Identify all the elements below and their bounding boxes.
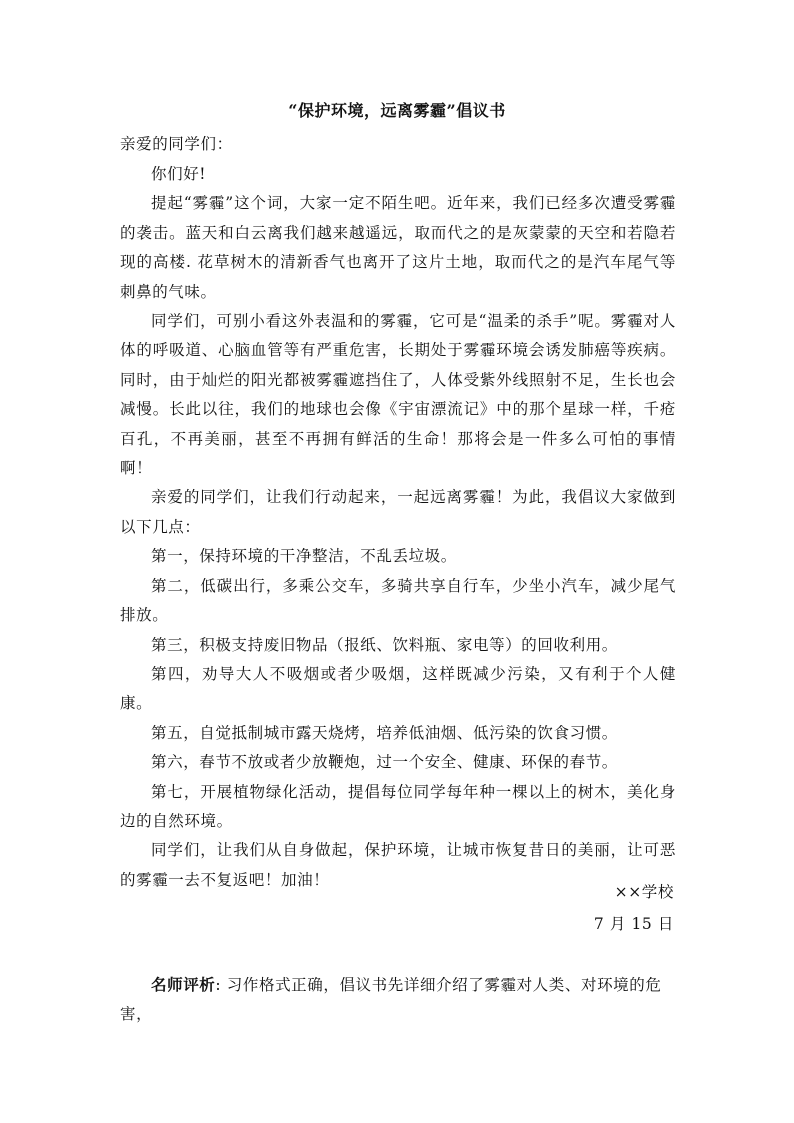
proposal-item: 第六，春节不放或者少放鞭炮，过一个安全、健康、环保的春节。 (151, 753, 618, 772)
paragraph: 提起“雾霾”这个词，大家一定不陌生吧。近年来，我们已经多次遭受雾霾的袭击。蓝天和白云离我们越来越遥远，取而代之的是灰蒙蒙的天空和若隐若现的高楼. 花草树木的清新香气也离开了这片土地，取而代之的是汽车尾气等刺鼻的气味。 (120, 194, 676, 301)
letter-body (120, 160, 676, 895)
paragraph: 同学们，可别小看这外表温和的雾霾，它可是“温柔的杀手”呢。雾霾对人体的呼吸道、心脑血管等有严重危害，长期处于雾霾环境会诱发肺癌等疾病。同时，由于灿烂的阳光都被雾霾遮挡住了，人体受紫外线照射不足，生长也会减慢。长此以往，我们的地球也会像《宇宙漂流记》中的那个星球一样，千疮百孔，不再美丽，甚至不再拥有鲜活的生命！那将会是一件多么可怕的事情啊！ (120, 312, 676, 478)
proposal-item: 第一，保持环境的干净整洁，不乱丢垃圾。 (151, 547, 457, 566)
signature-school: ××学校 (614, 883, 674, 901)
greeting: 你们好! (151, 165, 207, 183)
proposal-item: 第二，低碳出行，多乘公交车，多骑共享自行车，少坐小汽车，减少尾气排放。 (120, 576, 676, 625)
proposal-item: 第四，劝导大人不吸烟或者少吸烟，这样既减少污染，又有利于个人健康。 (120, 664, 676, 713)
review-text: 习作格式正确，倡议书先详细介绍了雾霾对人类、对环境的危害， (120, 976, 662, 1023)
proposal-item: 第七，开展植物绿化活动，提倡每位同学每年种一棵以上的树木，美化身边的自然环境。 (120, 782, 676, 830)
proposal-item: 第五，自觉抵制城市露天烧烤，培养低油烟、低污染的饮食习惯。 (151, 723, 618, 742)
review-label: 名师评析 (151, 975, 216, 994)
document-title: “保护环境，远离雾霾”倡议书 (288, 101, 506, 120)
salutation: 亲爱的同学们： (120, 135, 233, 153)
review-colon: : (215, 976, 227, 994)
paragraph: 同学们，让我们从自身做起，保护环境，让城市恢复昔日的美丽，让可恶的雾霾一去不复返吧！加油！ (120, 841, 676, 889)
teacher-review (120, 970, 676, 1029)
paragraph: 亲爱的同学们，让我们行动起来，一起远离雾霾！为此，我倡议大家做到以下几点： (120, 488, 676, 536)
signature-date: 7 月 15 日 (593, 915, 674, 933)
proposal-item: 第三，积极支持废旧物品（报纸、饮料瓶、家电等）的回收利用。 (151, 635, 618, 654)
